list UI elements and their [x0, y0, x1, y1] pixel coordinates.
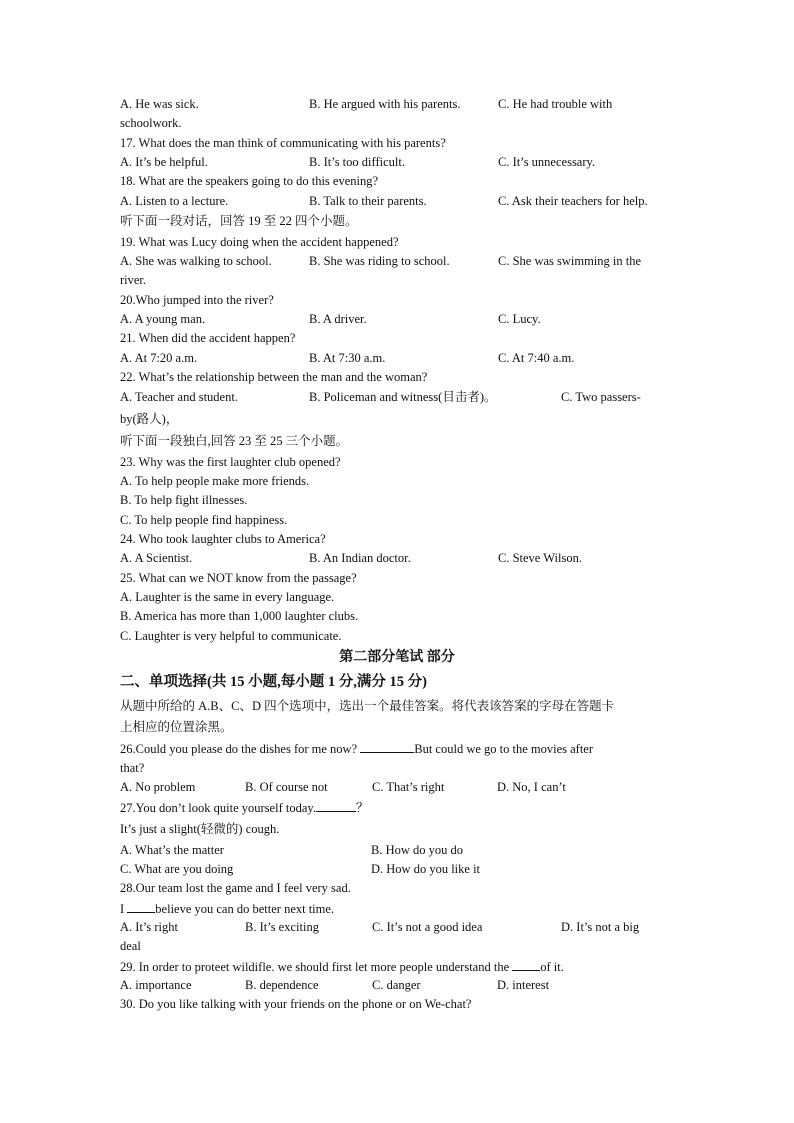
- q29-answer-blank: [512, 958, 540, 971]
- q25-option-c: C. Laughter is very helpful to communicate.: [120, 629, 342, 643]
- q28-reply-after-blank: believe you can do better next time.: [155, 902, 335, 916]
- question-25: 25. What can we NOT know from the passage?: [120, 571, 357, 585]
- q26-option-c: C. That’s right: [372, 780, 445, 794]
- q29-option-b: B. dependence: [245, 978, 319, 992]
- listening-instruction-23-25: 听下面一段独白,回答 23 至 25 三个小题。: [120, 434, 349, 448]
- q22-option-b: B. Policeman and witness(目击者)。: [309, 390, 497, 404]
- q22-option-c-continued: by(路人)，: [120, 412, 179, 426]
- section-two-instruction-line-2: 上相应的位置涂黑。: [120, 720, 233, 734]
- q25-option-a: A. Laughter is the same in every language.: [120, 590, 335, 604]
- q28-option-d-continued: deal: [120, 939, 141, 953]
- q16-option-b: B. He argued with his parents.: [309, 97, 461, 111]
- q29-text-before-blank: 29. In order to proteet wildifle. we should first let more people understand the: [120, 960, 510, 974]
- question-26: [120, 740, 593, 757]
- q18-option-b: B. Talk to their parents.: [309, 194, 427, 208]
- question-29: [120, 958, 564, 975]
- q28-reply-before-blank: I: [120, 902, 125, 916]
- question-19: 19. What was Lucy doing when the accident happened?: [120, 235, 399, 249]
- q18-option-a: A. Listen to a lecture.: [120, 194, 229, 208]
- q27-answer-blank: [316, 799, 356, 812]
- q20-option-c: C. Lucy.: [498, 312, 541, 326]
- question-28: 28.Our team lost the game and I feel very sad.: [120, 881, 351, 895]
- q27-option-c: C. What are you doing: [120, 862, 234, 876]
- q20-option-b: B. A driver.: [309, 312, 367, 326]
- q18-option-c: C. Ask their teachers for help.: [498, 194, 648, 208]
- q27-option-a: A. What’s the matter: [120, 843, 224, 857]
- q19-option-a: A. She was walking to school.: [120, 254, 272, 268]
- q22-option-c: C. Two passers-: [561, 390, 641, 404]
- q16-option-a: A. He was sick.: [120, 97, 199, 111]
- q17-option-b: B. It’s too difficult.: [309, 155, 405, 169]
- question-20: 20.Who jumped into the river?: [120, 293, 274, 307]
- q26-text-before-blank: 26.Could you please do the dishes for me now?: [120, 742, 358, 756]
- q25-option-b: B. America has more than 1,000 laughter clubs.: [120, 609, 359, 623]
- q24-option-a: A. A Scientist.: [120, 551, 193, 565]
- question-17: 17. What does the man think of communicating with his parents?: [120, 136, 446, 150]
- q23-option-b: B. To help fight illnesses.: [120, 493, 248, 507]
- q19-option-c-continued: river.: [120, 273, 147, 287]
- q28-option-c: C. It’s not a good idea: [372, 920, 483, 934]
- q26-option-a: A. No problem: [120, 780, 196, 794]
- q26-option-d: D. No, I can’t: [497, 780, 566, 794]
- q27-option-d: D. How do you like it: [371, 862, 481, 876]
- q28-option-d: D. It’s not a big: [561, 920, 640, 934]
- q21-option-a: A. At 7:20 a.m.: [120, 351, 198, 365]
- part-two-title: 第二部分笔试 部分: [339, 650, 455, 665]
- question-18: 18. What are the speakers going to do this evening?: [120, 174, 379, 188]
- q24-option-b: B. An Indian doctor.: [309, 551, 411, 565]
- q28-reply: [120, 900, 334, 917]
- q17-option-c: C. It’s unnecessary.: [498, 155, 596, 169]
- q28-answer-blank: [127, 900, 155, 913]
- q26-continued: that?: [120, 761, 145, 775]
- q28-option-a: A. It’s right: [120, 920, 178, 934]
- q24-option-c: C. Steve Wilson.: [498, 551, 582, 565]
- q23-option-c: C. To help people find happiness.: [120, 513, 288, 527]
- q21-option-b: B. At 7:30 a.m.: [309, 351, 386, 365]
- question-21: 21. When did the accident happen?: [120, 331, 296, 345]
- listening-instruction-19-22: 听下面一段对话，回答 19 至 22 四个小题。: [120, 214, 358, 228]
- q29-text-after-blank: of it.: [540, 960, 564, 974]
- q27-text-after-blank: ？: [355, 801, 369, 815]
- q21-option-c: C. At 7:40 a.m.: [498, 351, 575, 365]
- question-30: 30. Do you like talking with your friends on the phone or on We-chat?: [120, 997, 472, 1011]
- q29-option-d: D. interest: [497, 978, 550, 992]
- q27-text-before-blank: 27.You don’t look quite yourself today.: [120, 801, 316, 815]
- q28-option-b: B. It’s exciting: [245, 920, 319, 934]
- q26-answer-blank: [360, 740, 414, 753]
- q20-option-a: A. A young man.: [120, 312, 206, 326]
- q26-text-after-blank: But could we go to the movies after: [414, 742, 594, 756]
- q19-option-c: C. She was swimming in the: [498, 254, 642, 268]
- q16-option-c-continued: schoolwork.: [120, 116, 182, 130]
- q27-reply: It’s just a slight(轻微的) cough.: [120, 822, 280, 836]
- question-22: 22. What’s the relationship between the man and the woman?: [120, 370, 428, 384]
- q16-option-c: C. He had trouble with: [498, 97, 613, 111]
- q23-option-a: A. To help people make more friends.: [120, 474, 310, 488]
- q29-option-c: C. danger: [372, 978, 421, 992]
- question-24: 24. Who took laughter clubs to America?: [120, 532, 326, 546]
- q19-option-b: B. She was riding to school.: [309, 254, 450, 268]
- q17-option-a: A. It’s be helpful.: [120, 155, 208, 169]
- q26-option-b: B. Of course not: [245, 780, 328, 794]
- q27-option-b: B. How do you do: [371, 843, 464, 857]
- section-two-instruction-line-1: 从题中所给的 A.B、C、D 四个选项中，选出一个最佳答案。将代表该答案的字母在答题卡: [120, 699, 615, 713]
- q29-option-a: A. importance: [120, 978, 192, 992]
- section-two-heading: 二、单项选择(共 15 小题,每小题 1 分,满分 15 分): [120, 674, 427, 690]
- question-27: [120, 799, 368, 816]
- q22-option-a: A. Teacher and student.: [120, 390, 238, 404]
- question-23: 23. Why was the first laughter club opened?: [120, 455, 341, 469]
